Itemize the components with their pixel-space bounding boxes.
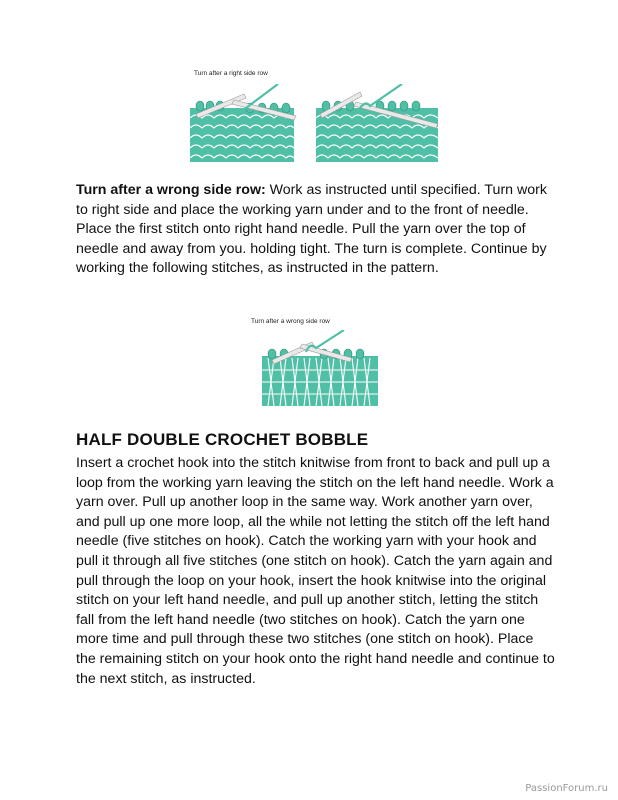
knitting-illustration-wrong-side	[262, 330, 380, 406]
section-heading-bobble: HALF DOUBLE CROCHET BOBBLE	[76, 430, 369, 449]
bobble-paragraph: Insert a crochet hook into the stitch knitwise from front to back and pull up a loop from the working yarn leaving the stitch on the left hand needle. Work a yarn over. Pull up another loop in the same way. Work another yarn over, and pull up one more loop, all the while not letting the stitch off the left hand needle (five stitches on hook). Catch the working yarn with your hook and pull it through all five stitches (one stitch on hook). Catch the yarn again and pull through the loop on your hook, insert the hook knitwise into the original stitch on your left hand needle, and pull up another stitch, letting the stitch fall from the left hand needle (two stitches on hook). Catch the yarn one more time and pull through these two stitches (one stitch on hook). Place the remaining stitch on your hook onto the right hand needle and continue to the next stitch, as instructed.	[76, 455, 555, 687]
turn-wrong-side-paragraph	[76, 181, 556, 279]
figure-caption-wrong-side: Turn after a wrong side row	[251, 318, 330, 325]
turn-wrong-side-label: Turn after a wrong side row:	[76, 182, 266, 198]
figure-caption-right-side: Turn after a right side row	[194, 70, 268, 77]
knitting-illustration-right-side-a	[190, 84, 298, 162]
knitting-illustration-right-side-b	[316, 84, 440, 162]
turn-wrong-side-text: Work as instructed until specified. Turn work to right side and place the working yarn under and to the front of needle. Place the first stitch onto right hand needle. Pull the yarn over the top of needle and away from you. holding tight. The turn is complete. Continue by working the following stitches, as instructed in the pattern.	[76, 182, 547, 277]
watermark: PassionForum.ru	[525, 783, 608, 794]
